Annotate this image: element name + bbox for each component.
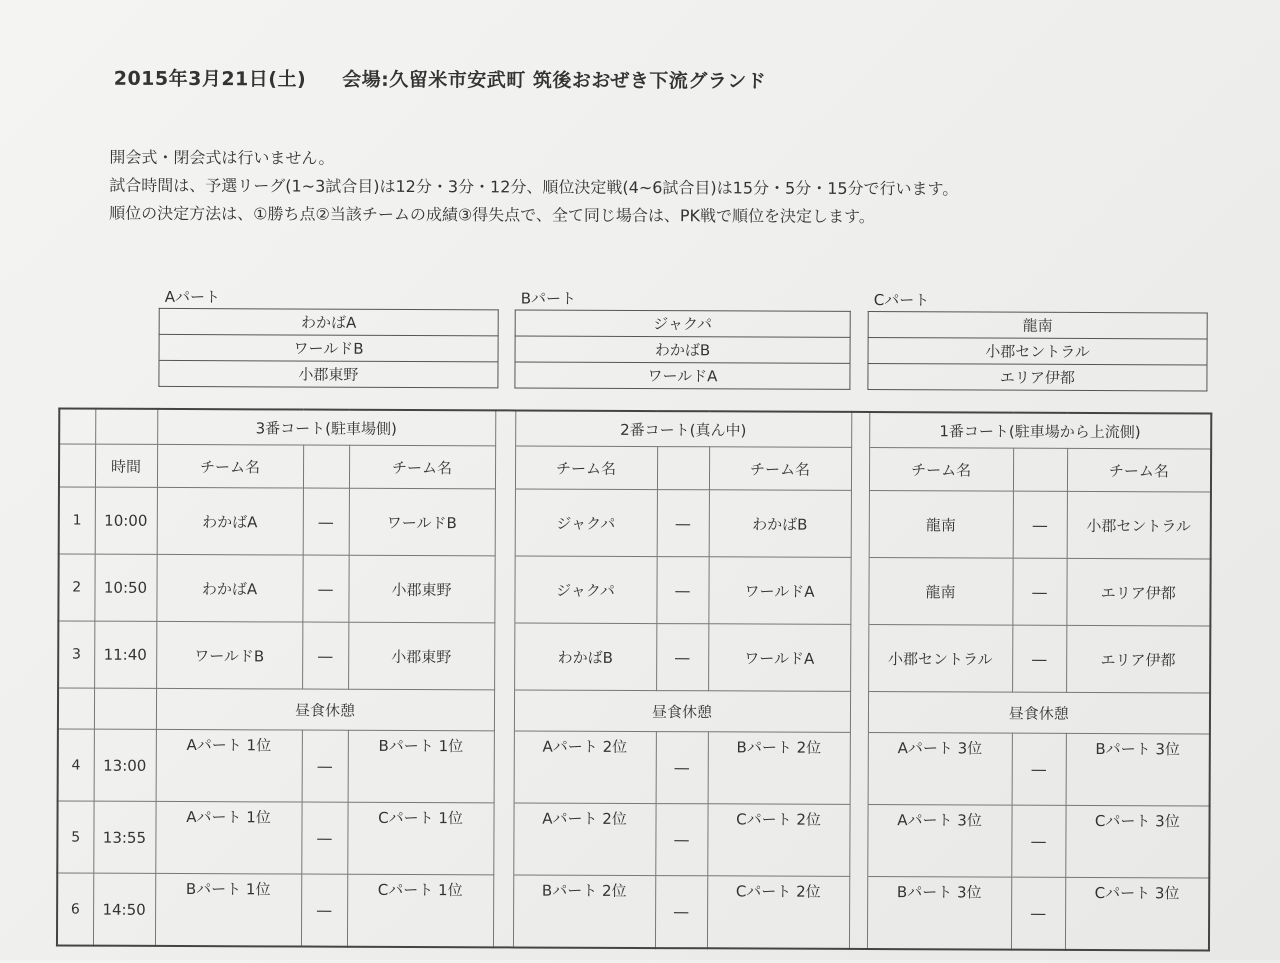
team-header: チーム名	[869, 447, 1013, 491]
versus-dash: —	[655, 804, 707, 876]
home-team: Aパート 1位	[156, 729, 302, 802]
gap-cell	[495, 410, 515, 446]
match-time: 13:00	[94, 729, 156, 801]
match-number: 6	[57, 873, 93, 946]
away-team: エリア伊都	[1066, 558, 1210, 626]
home-team: Aパート 3位	[867, 804, 1011, 877]
blank-cell	[95, 409, 157, 445]
league-matches	[58, 487, 1211, 693]
match-row	[58, 729, 1210, 806]
match-time: 14:50	[93, 873, 155, 946]
away-team: Cパート 1位	[347, 802, 493, 875]
match-time: 13:55	[93, 801, 155, 873]
away-team: Cパート 1位	[347, 874, 493, 947]
group-a	[158, 286, 498, 388]
court-1-header: 1番コート(駐車場から上流側)	[869, 412, 1211, 449]
blank-cell	[1013, 448, 1067, 491]
lunch-section	[58, 688, 1210, 734]
away-team: エリア伊都	[1066, 625, 1210, 693]
notes	[109, 144, 958, 232]
home-team: Bパート 1位	[155, 873, 301, 946]
match-row	[57, 873, 1209, 951]
match-row	[59, 487, 1211, 559]
away-team: Cパート 3位	[1065, 805, 1209, 878]
versus-dash: —	[1012, 733, 1066, 805]
team-header: チーム名	[515, 446, 657, 490]
gap-cell	[494, 690, 514, 731]
team-header: チーム名	[1067, 448, 1211, 492]
versus-dash: —	[657, 490, 709, 557]
note-line: 試合時間は、予選リーグ(1~3試合目)は12分・3分・12分、順位決定戦(4~6試合目)は15分・5分・15分で行います。	[109, 175, 959, 199]
home-team: Aパート 1位	[155, 801, 301, 874]
away-team: 小郡セントラル	[1067, 491, 1211, 559]
blank-cell	[94, 688, 156, 729]
court-2-header: 2番コート(真ん中)	[515, 410, 851, 447]
match-row	[58, 621, 1210, 693]
group-label: Aパート	[164, 287, 221, 307]
versus-dash: —	[301, 802, 347, 874]
versus-dash: —	[1012, 558, 1066, 625]
column-header-row	[59, 444, 1211, 492]
home-team: わかばA	[157, 487, 303, 555]
match-time: 11:40	[94, 621, 156, 688]
away-team: ワールドB	[349, 488, 495, 556]
blank-cell	[59, 408, 95, 444]
group-team: エリア伊都	[868, 363, 1207, 390]
gap-cell	[494, 556, 514, 623]
note-line: 順位の決定方法は、①勝ち点②当該チームの成績③得失点で、全て同じ場合は、PK戦で順位を決定します。	[109, 203, 875, 227]
gap-cell	[495, 446, 515, 489]
match-row	[58, 554, 1210, 626]
group-c	[867, 289, 1207, 391]
gap-cell	[495, 489, 515, 556]
match-number: 3	[58, 621, 94, 688]
home-team: Aパート 3位	[868, 732, 1012, 805]
note-line: 開会式・閉会式は行いません。	[109, 147, 335, 168]
versus-dash: —	[1012, 625, 1066, 692]
match-number: 5	[57, 801, 93, 873]
gap-cell	[850, 691, 868, 732]
placement-matches	[57, 729, 1210, 951]
match-number: 1	[59, 487, 95, 554]
home-team: 小郡セントラル	[868, 624, 1012, 692]
group-team: わかばA	[159, 308, 498, 335]
group-team: わかばB	[515, 336, 850, 363]
versus-dash: —	[1011, 805, 1065, 877]
versus-dash: —	[655, 876, 707, 949]
gap-cell	[493, 875, 513, 948]
home-team: ジャクパ	[514, 556, 656, 624]
gap-cell	[494, 731, 514, 803]
group-team: 龍南	[868, 311, 1207, 338]
blank-cell	[59, 444, 95, 487]
gap-cell	[850, 557, 868, 624]
match-number: 4	[58, 729, 94, 801]
versus-dash: —	[302, 730, 348, 802]
home-team: 龍南	[868, 557, 1012, 625]
group-team: ワールドB	[159, 334, 498, 361]
home-team: ワールドB	[156, 621, 302, 689]
match-row	[57, 801, 1209, 878]
gap-cell	[494, 623, 514, 690]
away-team: ワールドA	[708, 624, 850, 692]
away-team: Cパート 2位	[707, 804, 849, 877]
group-label: Bパート	[520, 289, 577, 308]
lunch-label: 昼食休憩	[156, 688, 494, 730]
away-team: Cパート 2位	[707, 876, 849, 949]
home-team: わかばB	[514, 623, 656, 691]
gap-cell	[850, 732, 868, 804]
time-header: 時間	[95, 444, 157, 487]
away-team: ワールドA	[708, 557, 850, 625]
lunch-label: 昼食休憩	[514, 690, 850, 732]
blank-cell	[657, 447, 709, 490]
court-header-row	[59, 408, 1211, 449]
lunch-row	[58, 688, 1210, 734]
away-team: Bパート 2位	[708, 732, 850, 805]
group-team: 小郡セントラル	[868, 337, 1207, 364]
home-team: ジャクパ	[515, 489, 657, 557]
home-team: Aパート 2位	[513, 803, 655, 876]
group-label: Cパート	[873, 291, 930, 310]
court-3-header: 3番コート(駐車場側)	[157, 409, 495, 446]
gap-cell	[851, 447, 869, 490]
match-time: 10:00	[95, 487, 157, 554]
group-b	[514, 287, 850, 389]
match-number: 2	[58, 554, 94, 621]
blank-cell	[58, 688, 94, 729]
away-team: Cパート 3位	[1065, 877, 1209, 950]
team-header: チーム名	[157, 444, 303, 488]
away-team: 小郡東野	[348, 555, 494, 623]
versus-dash: —	[301, 874, 347, 947]
versus-dash: —	[656, 732, 708, 804]
event-venue: 会場:久留米市安武町 筑後おおぜき下流グランド	[342, 68, 767, 93]
group-team: ワールドA	[515, 362, 850, 389]
schedule-table	[56, 407, 1212, 951]
group-team: 小郡東野	[159, 360, 498, 387]
gap-cell	[849, 876, 867, 949]
versus-dash: —	[303, 488, 349, 555]
gap-cell	[851, 412, 869, 448]
group-team: ジャクパ	[515, 310, 850, 337]
versus-dash: —	[656, 624, 708, 691]
home-team: Aパート 2位	[514, 731, 656, 804]
event-date: 2015年3月21日(土)	[113, 67, 307, 91]
match-time: 10:50	[94, 554, 156, 621]
versus-dash: —	[302, 555, 348, 622]
blank-cell	[303, 445, 349, 488]
document-header	[114, 64, 767, 94]
team-header: チーム名	[349, 445, 495, 489]
versus-dash: —	[1011, 877, 1065, 950]
lunch-label: 昼食休憩	[868, 691, 1210, 733]
versus-dash: —	[656, 557, 708, 624]
away-team: 小郡東野	[348, 622, 494, 690]
gap-cell	[850, 624, 868, 691]
home-team: Bパート 3位	[867, 876, 1011, 949]
gap-cell	[851, 490, 869, 557]
versus-dash: —	[302, 622, 348, 689]
away-team: わかばB	[709, 490, 851, 558]
away-team: Bパート 3位	[1066, 733, 1210, 806]
home-team: わかばA	[156, 554, 302, 622]
versus-dash: —	[1013, 491, 1067, 558]
team-header: チーム名	[709, 447, 851, 491]
gap-cell	[849, 804, 867, 876]
away-team: Bパート 1位	[348, 730, 494, 803]
home-team: Bパート 2位	[513, 875, 655, 948]
home-team: 龍南	[869, 490, 1013, 558]
gap-cell	[493, 803, 513, 875]
